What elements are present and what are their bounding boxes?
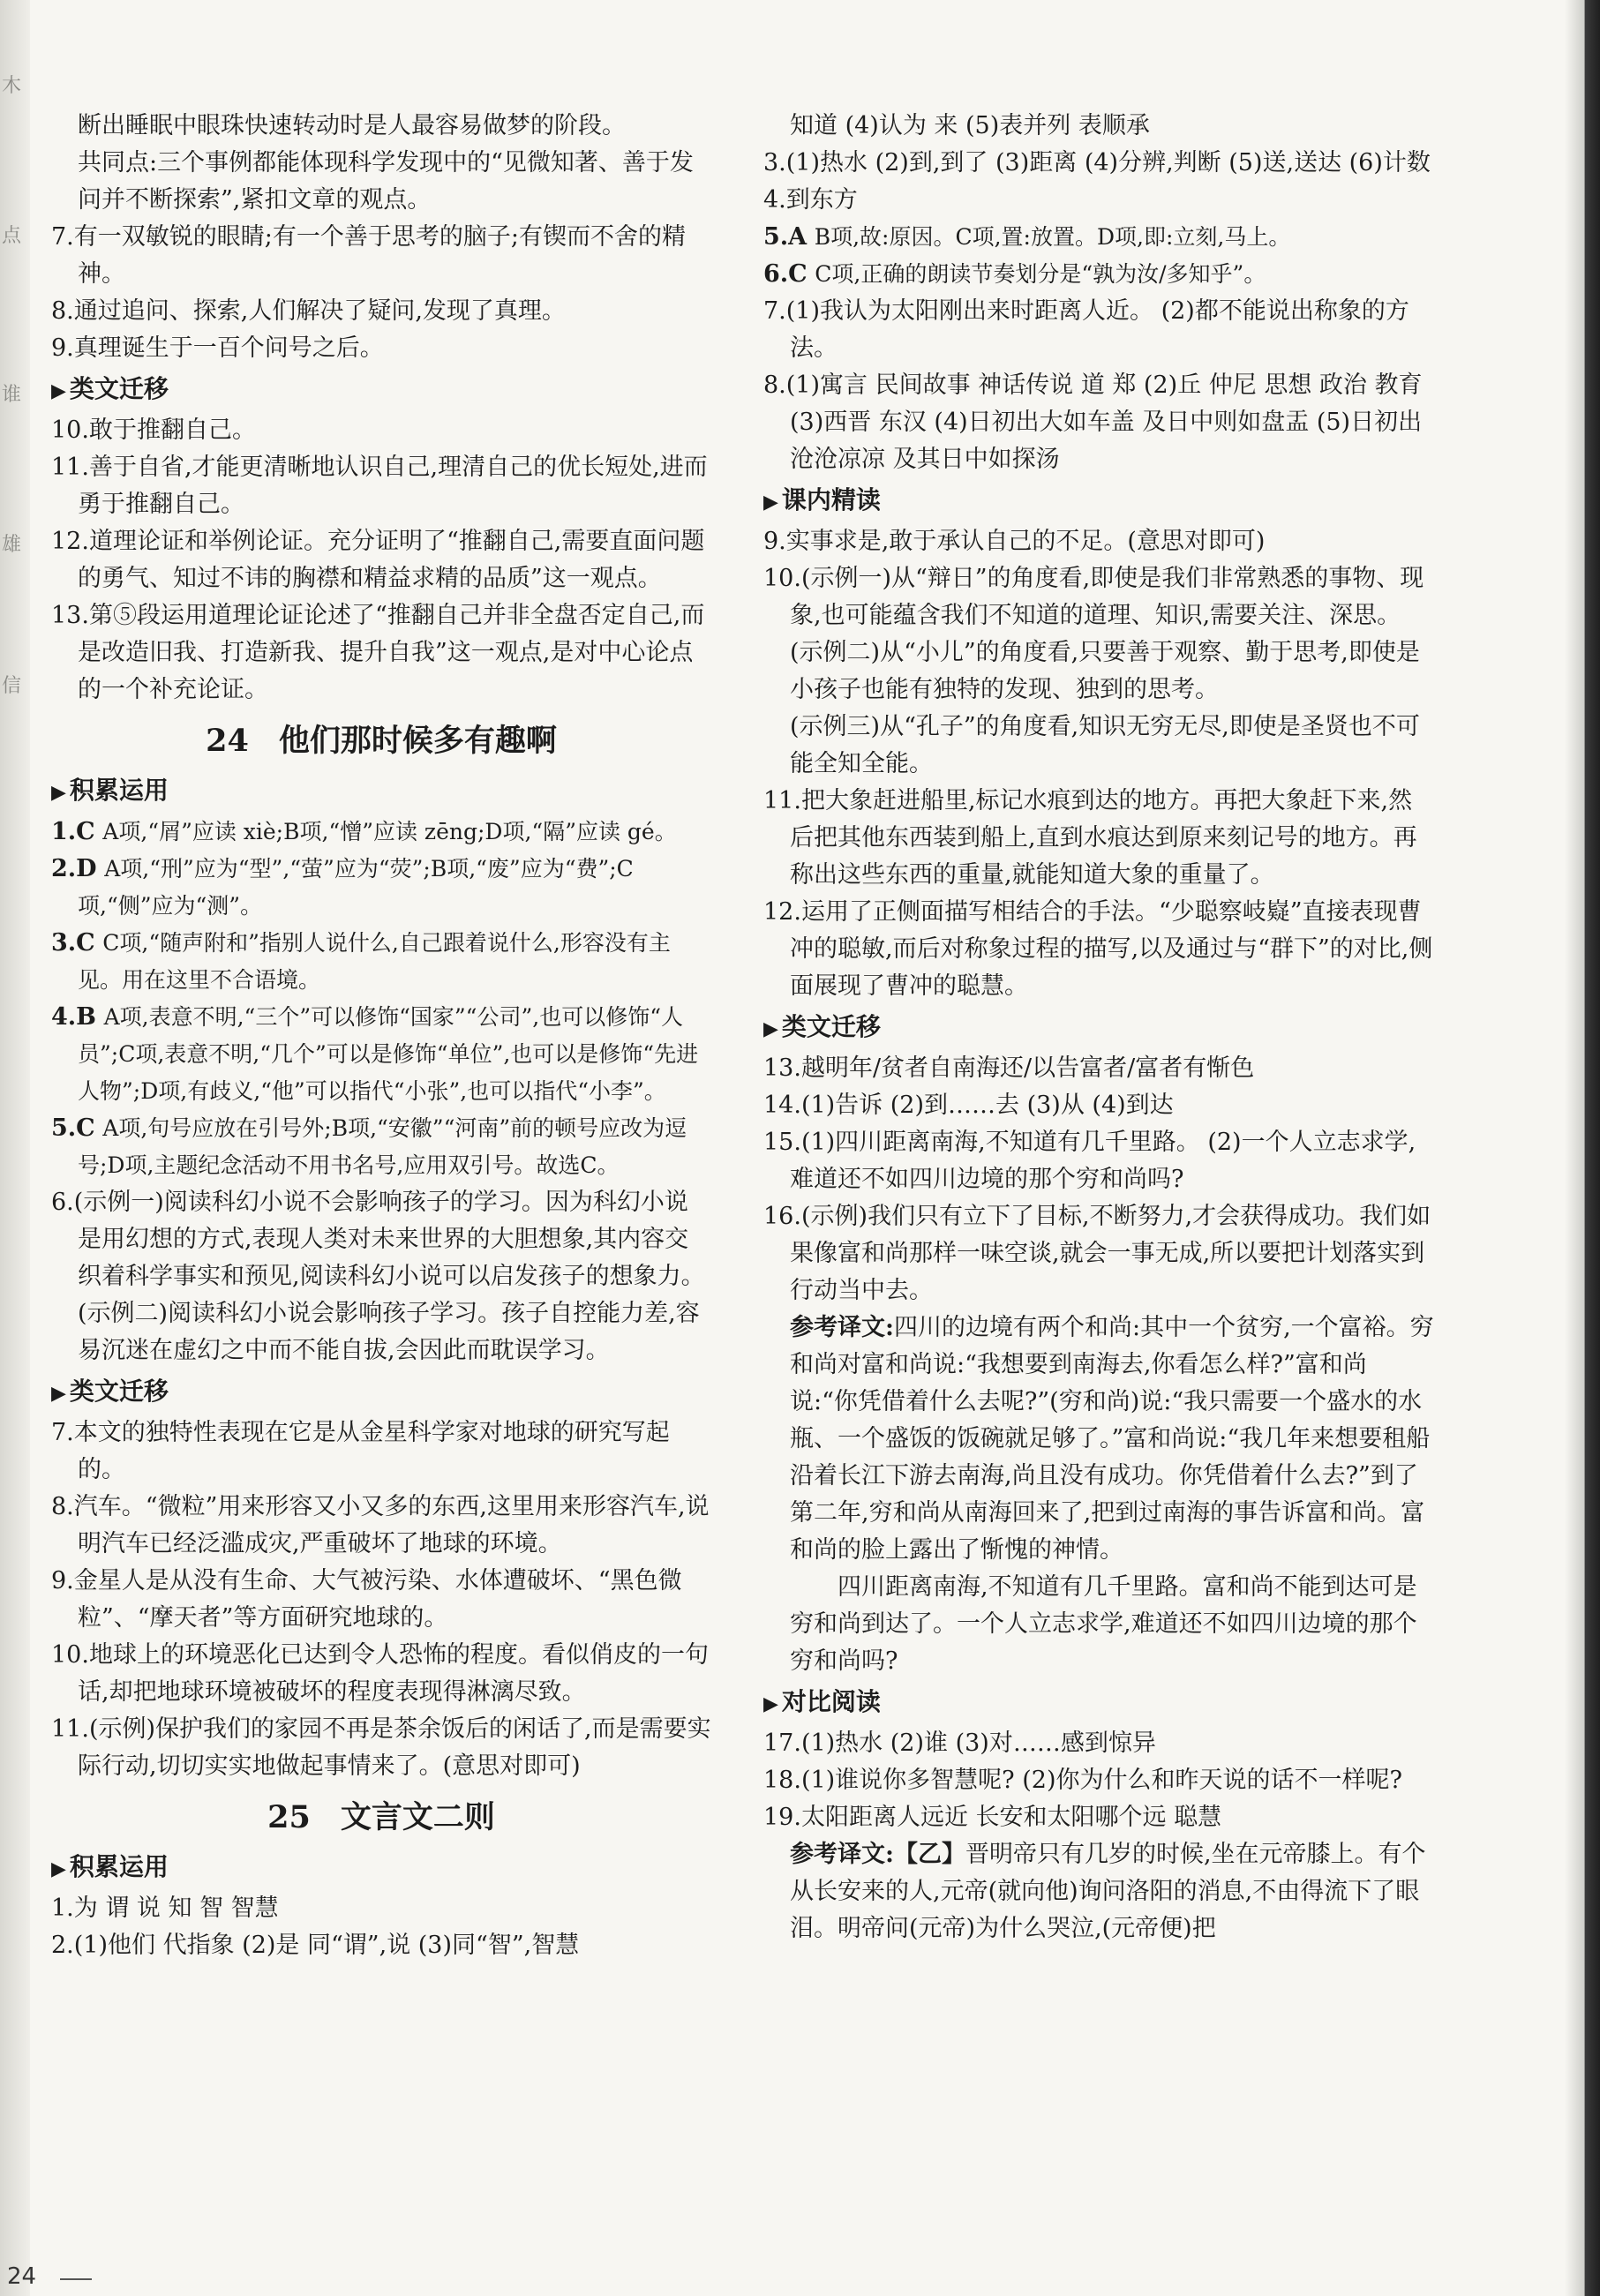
page-number-rule	[60, 2278, 92, 2280]
section-heading: ▶ 类文迁移	[51, 1377, 169, 1406]
answer-item: 9.实事求是,敢于承认自己的不足。(意思对即可)	[763, 528, 1266, 555]
section-arrow-icon: ▶	[763, 1018, 778, 1040]
answer-item: 16.(示例)我们只有立下了目标,不断努力,才会获得成功。我们如果像富和尚那样一味空谈,就会一事无成,所以要把计划落实到行动当中去。	[763, 1203, 1431, 1304]
answer-item: 8.汽车。“微粒”用来形容又小又多的东西,这里用来形容汽车,说明汽车已经泛滥成灾,严重破坏了地球的环境。	[51, 1493, 710, 1557]
answer-text: (示例三)从“孔子”的角度看,知识无穷无尽,即使是圣贤也不可能全知全能。	[790, 713, 1420, 777]
section-arrow-icon: ▶	[51, 1383, 66, 1405]
answer-item: 15.(1)四川距离南海,不知道有几千里路。 (2)一个人立志求学,难道还不如四川边境的那个穷和尚吗?	[763, 1129, 1416, 1193]
answer-item: 7.有一双敏锐的眼睛;有一个善于思考的脑子;有锲而不舍的精神。	[51, 223, 686, 288]
section-arrow-icon: ▶	[51, 380, 66, 402]
answer-item: 8.通过追问、探索,人们解决了疑问,发现了真理。	[51, 297, 566, 325]
answer-item: 10.(示例一)从“辩日”的角度看,即使是我们非常熟悉的事物、现象,也可能蕴含我们不知道的道理、知识,需要关注、深思。	[763, 565, 1424, 629]
section-arrow-icon: ▶	[51, 782, 66, 804]
answer-item: 14.(1)告诉 (2)到……去 (3)从 (4)到达	[763, 1092, 1174, 1119]
left-column	[51, 108, 711, 1964]
answer-item: 7.本文的独特性表现在它是从金星科学家对地球的研究写起的。	[51, 1419, 670, 1483]
answer-item: 19.太阳距离人远近 长安和太阳哪个远 聪慧	[763, 1804, 1222, 1831]
section-heading: ▶ 课内精读	[763, 485, 881, 514]
answer-item: 9.真理诞生于一百个问号之后。	[51, 334, 384, 362]
lesson-title: 25 文言文二则	[267, 1799, 495, 1835]
section-heading: ▶ 类文迁移	[763, 1012, 881, 1041]
translation-text: 参考译文:【乙】晋明帝只有几岁的时候,坐在元帝膝上。有个从长安来的人,元帝(就向他)询问洛阳的消息,不由得流下了眼泪。明帝问(元帝)为什么哭泣,(元帝便)把	[790, 1841, 1426, 1942]
answer-item: 6.(示例一)阅读科幻小说不会影响孩子的学习。因为科幻小说是用幻想的方式,表现人类对未来世界的大胆想象,其内容交织着科学事实和预见,阅读科幻小说可以启发孩子的想象力。	[51, 1189, 705, 1290]
answer-text: (示例二)从“小儿”的角度看,只要善于观察、勤于思考,即使是小孩子也能有独特的发现、独到的思考。	[790, 639, 1420, 703]
section-arrow-icon: ▶	[51, 1858, 66, 1880]
answer-item: 3.(1)热水 (2)到,到了 (3)距离 (4)分辨,判断 (5)送,送达 (6)计数	[763, 149, 1431, 176]
answer-item: 2.D A项,“刑”应为“型”,“萤”应为“荧”;B项,“废”应为“费”;C项,“侧”应为“测”。	[51, 855, 634, 919]
answer-item: 11.(示例)保护我们的家园不再是茶余饭后的闲话了,而是需要实际行动,切切实实地做起事情来了。(意思对即可)	[51, 1715, 711, 1780]
answer-item: 13.第⑤段运用道理论证论述了“推翻自己并非全盘否定自己,而是改造旧我、打造新我、提升自我”这一观点,是对中心论点的一个补充论证。	[51, 602, 705, 703]
answer-item: 8.(1)寓言 民间故事 神话传说 道 郑 (2)丘 仲尼 思想 政治 教育 (3)西晋 东汉 (4)日初出大如车盖 及日中则如盘盂 (5)日初出沧沧凉凉 及其日中如探汤	[763, 371, 1423, 473]
gutter-mark: 谁	[2, 384, 22, 406]
answer-item: 2.(1)他们 代指象 (2)是 同“谓”,说 (3)同“智”,智慧	[51, 1932, 580, 1959]
answer-item: 6.C C项,正确的朗读节奏划分是“孰为汝/多知乎”。	[763, 260, 1266, 288]
answer-item: 3.C C项,“随声附和”指别人说什么,自己跟着说什么,形容没有主见。用在这里不合语境。	[51, 929, 671, 993]
answer-item: 11.把大象赶进船里,标记水痕到达的地方。再把大象赶下来,然后把其他东西装到船上,直到水痕达到原来刻记号的地方。再称出这些东西的重量,就能知道大象的重量了。	[763, 787, 1417, 889]
section-heading: ▶ 对比阅读	[763, 1687, 881, 1716]
answer-text: 断出睡眠中眼珠快速转动时是人最容易做梦的阶段。	[78, 112, 626, 139]
answer-item: 4.B A项,表意不明,“三个”可以修饰“国家”“公司”,也可以修饰“人员”;C项,表意不明,“几个”可以是修饰“单位”,也可以是修饰“先进人物”;D项,有歧义,“他”可以指代“小张”,也可以指代“小李”。	[51, 1003, 699, 1104]
answer-item: 4.到东方	[763, 186, 858, 214]
translation-text: 参考译文:四川的边境有两个和尚:其中一个贫穷,一个富裕。穷和尚对富和尚说:“我想要到南海去,你看怎么样?”富和尚说:“你凭借着什么去呢?”(穷和尚)说:“我只需要一个盛水的水瓶、一个盛饭的饭碗就足够了。”富和尚说:“我几年来想要租船沿着长江下游去南海,尚且没有成功。你凭借着什么去?”到了第二年,穷和尚从南海回来了,把到过南海的事告诉富和尚。富和尚的脸上露出了惭愧的神情。	[790, 1314, 1434, 1564]
answer-item: 5.A B项,故:原因。C项,置:放置。D项,即:立刻,马上。	[763, 223, 1291, 251]
answer-item: 12.道理论证和举例论证。充分证明了“推翻自己,需要直面问题的勇气、知过不讳的胸襟和精益求精的品质”这一观点。	[51, 528, 705, 592]
page-number: 24	[7, 2263, 37, 2290]
answer-item: 17.(1)热水 (2)谁 (3)对……感到惊异	[763, 1730, 1156, 1757]
answer-item: 10.地球上的环境恶化已达到令人恐怖的程度。看似俏皮的一句话,却把地球环境被破坏的程度表现得淋漓尽致。	[51, 1641, 709, 1706]
answer-item: 1.C A项,“屑”应读 xiè;B项,“憎”应读 zēng;D项,“隔”应读 gé。	[51, 818, 677, 845]
section-heading: ▶ 积累运用	[51, 1852, 169, 1881]
gutter-mark: 信	[2, 675, 22, 697]
answer-item: 1.为 谓 说 知 智 智慧	[51, 1895, 279, 1922]
answer-text: (示例二)阅读科幻小说会影响孩子学习。孩子自控能力差,容易沉迷在虚幻之中而不能自拔,会因此而耽误学习。	[78, 1300, 700, 1364]
gutter-mark: 雄	[2, 534, 22, 556]
answer-item: 7.(1)我认为太阳刚出来时距离人近。 (2)都不能说出称象的方法。	[763, 297, 1409, 362]
page-edge-shadow	[1565, 0, 1600, 2296]
gutter-mark: 木	[2, 75, 22, 97]
answer-item: 5.C A项,句号应放在引号外;B项,“安徽”“河南”前的顿号应改为逗号;D项,主题纪念活动不用书名号,应用双引号。故选C。	[51, 1114, 687, 1178]
answer-text: 共同点:三个事例都能体现科学发现中的“见微知著、善于发问并不断探索”,紧扣文章的观点。	[78, 149, 694, 214]
gutter-mark: 点	[2, 225, 22, 247]
answer-item: 10.敢于推翻自己。	[51, 416, 256, 444]
right-column	[763, 108, 1434, 1947]
answer-item: 11.善于自省,才能更清晰地认识自己,理清自己的优长短处,进而勇于推翻自己。	[51, 454, 708, 518]
section-arrow-icon: ▶	[763, 491, 778, 514]
answer-item: 13.越明年/贫者自南海还/以告富者/富者有惭色	[763, 1054, 1255, 1082]
section-arrow-icon: ▶	[763, 1693, 778, 1715]
translation-text: 四川距离南海,不知道有几千里路。富和尚不能到达可是穷和尚到达了。一个人立志求学,难道还不如四川边境的那个穷和尚吗?	[790, 1573, 1417, 1675]
answer-item: 12.运用了正侧面描写相结合的手法。“少聪察岐嶷”直接表现曹冲的聪敏,而后对称象过程的描写,以及通过与“群下”的对比,侧面展现了曹冲的聪慧。	[763, 898, 1433, 1000]
lesson-title: 24 他们那时候多有趣啊	[206, 723, 557, 759]
page-gutter	[0, 0, 30, 2296]
answer-text: 知道 (4)认为 来 (5)表并列 表顺承	[790, 112, 1150, 139]
answer-item: 9.金星人是从没有生命、大气被污染、水体遭破坏、“黑色微粒”、“摩天者”等方面研究地球的。	[51, 1567, 682, 1632]
section-heading: ▶ 类文迁移	[51, 374, 169, 403]
section-heading: ▶ 积累运用	[51, 776, 169, 805]
answer-item: 18.(1)谁说你多智慧呢? (2)你为什么和昨天说的话不一样呢?	[763, 1767, 1402, 1794]
